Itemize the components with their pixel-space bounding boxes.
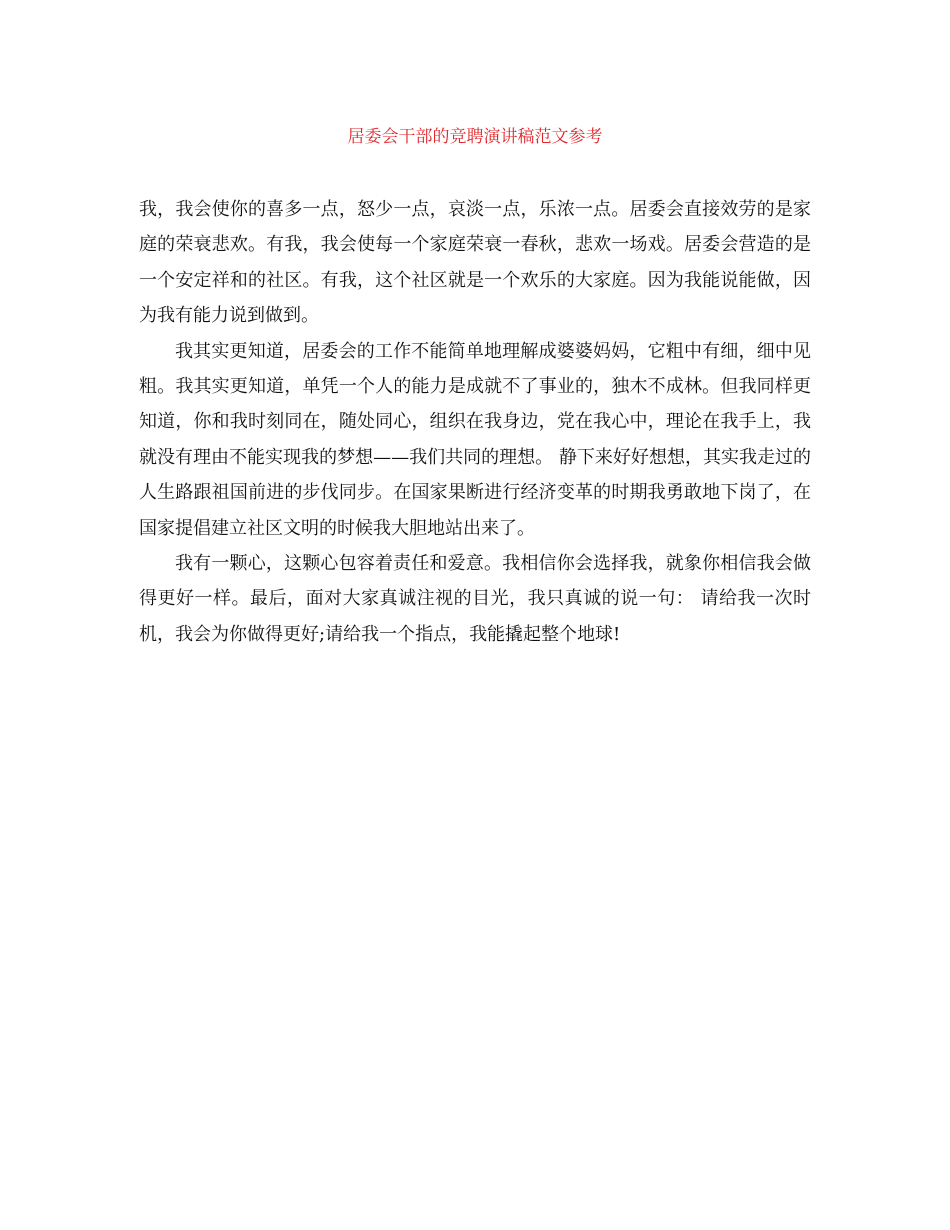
document-title: 居委会干部的竞聘演讲稿范文参考 — [347, 127, 603, 147]
body-paragraph-3: 我有一颗心，这颗心包容着责任和爱意。我相信你会选择我，就象你相信我会做得更好一样。最后，面对大家真诚注视的目光，我只真诚的说一句： 请给我一次时机，我会为你做得更好;请给我一个指点，我能撬起整个地球! — [139, 553, 811, 645]
body-paragraph-2: 我其实更知道，居委会的工作不能简单地理解成婆婆妈妈，它粗中有细，细中见粗。我其实更知道，单凭一个人的能力是成就不了事业的，独木不成林。但我同样更知道，你和我时刻同在，随处同心，组织在我身边，党在我心中，理论在我手上，我就没有理由不能实现我的梦想——我们共同的理想。 静下来好好想想，其实我走过的人生路跟祖国前进的步伐同步。在国家果断进行经济变革的时期我勇敢地下岗了，在国家提倡建立社区文明的时候我大胆地站出来了。 — [139, 340, 811, 539]
body-paragraph-1: 我，我会使你的喜多一点，怒少一点，哀淡一点，乐浓一点。居委会直接效劳的是家庭的荣衰悲欢。有我，我会使每一个家庭荣衰一春秋，悲欢一场戏。居委会营造的是一个安定祥和的社区。有我，这个社区就是一个欢乐的大家庭。因为我能说能做，因为我有能力说到做到。 — [139, 199, 811, 327]
document-body — [139, 192, 811, 652]
